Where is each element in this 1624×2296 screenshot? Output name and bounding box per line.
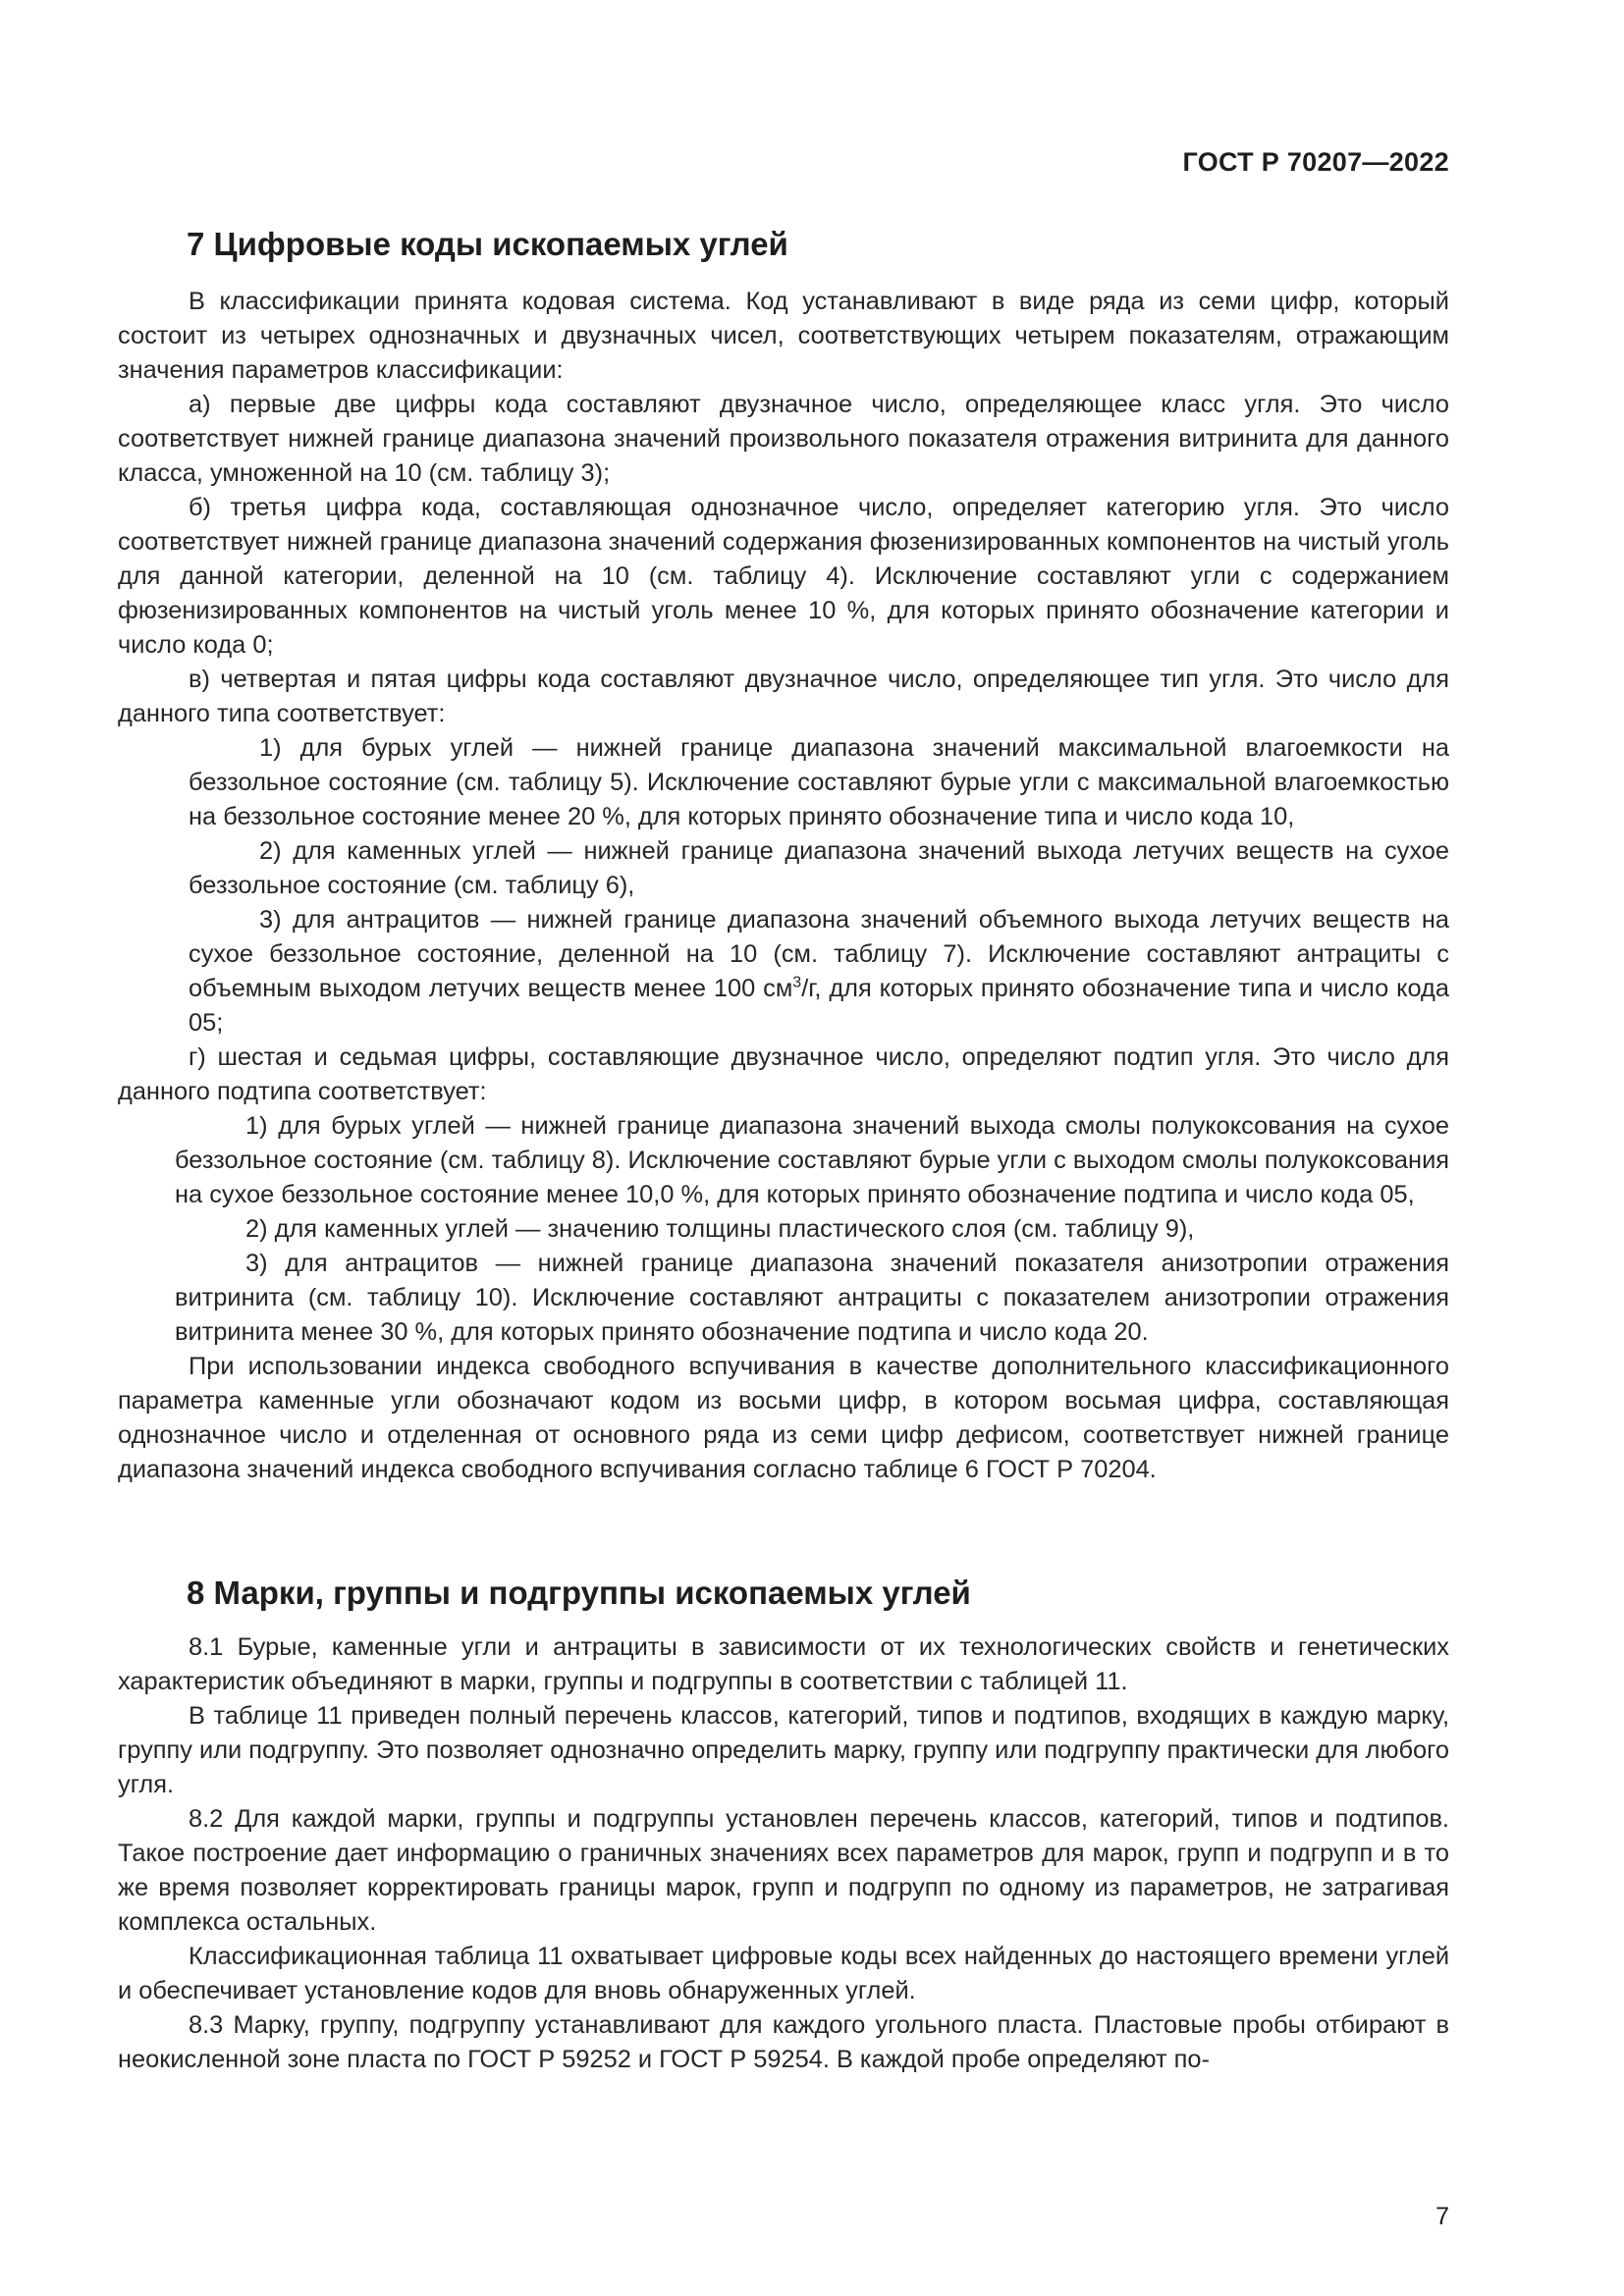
paragraph: В классификации принята кодовая система. Код устанавливают в виде ряда из семи цифр, который состоит из четырех однозначных и двузначных чисел, соответствующих четырем показателям, отражающим значения параметров классификации: — [118, 288, 1449, 384]
sub-item-g1: 1) для бурых углей — нижней границе диапазона значений выхода смолы полукоксования на сухое беззольное состояние (см. таблицу 8). Исключение составляют бурые угли с выходом смолы полукоксования на сухое беззольное состояние менее 10,0 %, для которых принято обозначение подтипа и число кода 05, — [175, 1112, 1449, 1208]
sub-item-g3: 3) для антрацитов — нижней границе диапазона значений показателя анизотропии отражения витринита (см. таблицу 10). Исключение составляют антрациты с показателем анизотропии отражения витринита менее 30 %, для которых принято обозначение подтипа и число кода 20. — [175, 1250, 1449, 1346]
sub-item-v3-text-end: /г, для которых принято обозначение типа и число кода 05; — [189, 975, 1449, 1037]
paragraph-8-3: 8.3 Марку, группу, подгруппу устанавливают для каждого угольного пласта. Пластовые пробы отбирают в неокисленной зоне пласта по ГОСТ Р 59252 и ГОСТ Р 59254. В каждой пробе определяют по- — [118, 2011, 1449, 2073]
list-item-g: г) шестая и седьмая цифры, составляющие двузначное число, определяют подтип угля. Это число для данного подтипа соответствует: — [118, 1043, 1449, 1105]
page-number: 7 — [1435, 2203, 1449, 2230]
list-item-a: а) первые две цифры кода составляют двузначное число, определяющее класс угля. Это число соответствует нижней границе диапазона значений произвольного показателя отражения витринита для данного класса, умноженной на 10 (см. таблицу 3); — [118, 391, 1449, 487]
paragraph: В таблице 11 приведен полный перечень классов, категорий, типов и подтипов, входящих в каждую марку, группу или подгруппу. Это позволяет однозначно определить марку, группу или подгруппу практически для любого угля. — [118, 1702, 1449, 1798]
sub-item-v1: 1) для бурых углей — нижней границе диапазона значений максимальной влагоемкости на беззольное состояние (см. таблицу 5). Исключение составляют бурые угли с максимальной влагоемкостью на беззольное состояние менее 20 %, для которых принято обозначение типа и число кода 10, — [189, 734, 1449, 830]
paragraph-8-1: 8.1 Бурые, каменные угли и антрациты в зависимости от их технологических свойств и генетических характеристик объединяют в марки, группы и подгруппы в соответствии с таблицей 11. — [118, 1633, 1449, 1695]
section-7-title: 7 Цифровые коды ископаемых углей — [187, 226, 788, 262]
superscript: 3 — [792, 974, 802, 991]
paragraph-8-2: 8.2 Для каждой марки, группы и подгруппы установлен перечень классов, категорий, типов и подтипов. Такое построение дает информацию о граничных значениях всех параметров для марок, групп и подгрупп и в то же время позволяет корректировать границы марок, групп и подгрупп по одному из параметров, не затрагивая комплекса остальных. — [118, 1805, 1449, 1936]
sub-item-v3 — [118, 903, 1449, 1041]
sub-item-v3-text: 3) для антрацитов — нижней границе диапазона значений объемного выхода летучих веществ на сухое беззольное состояние, деленной на 10 (см. таблицу 7). Исключение составляют антрациты с объемным выходом летучих веществ менее 100 см — [189, 906, 1449, 1002]
list-item-b: б) третья цифра кода, составляющая однозначное число, определяет категорию угля. Это число соответствует нижней границе диапазона значений содержания фюзенизированных компонентов на чистый уголь для данной категории, деленной на 10 (см. таблицу 4). Исключение составляют угли с содержанием фюзенизированных компонентов на чистый уголь менее 10 %, для которых принято обозначение категории и число кода 0; — [118, 494, 1449, 659]
paragraph: При использовании индекса свободного вспучивания в качестве дополнительного классификационного параметра каменные угли обозначают кодом из восьми цифр, в котором восьмая цифра, составляющая однозначное число и отделенная от основного ряда из семи цифр дефисом, соответствует нижней границе диапазона значений индекса свободного вспучивания согласно таблице 6 ГОСТ Р 70204. — [118, 1353, 1449, 1483]
sub-item-v2: 2) для каменных углей — нижней границе диапазона значений выхода летучих веществ на сухое беззольное состояние (см. таблицу 6), — [189, 837, 1449, 899]
section-7-body — [118, 285, 1449, 1487]
document-page — [118, 0, 1449, 2296]
document-header-id: ГОСТ Р 70207—2022 — [1182, 147, 1449, 177]
section-8-body — [118, 1630, 1449, 2077]
section-8-title: 8 Марки, группы и подгруппы ископаемых углей — [187, 1575, 971, 1611]
list-item-v: в) четвертая и пятая цифры кода составляют двузначное число, определяющее тип угля. Это число для данного типа соответствует: — [118, 666, 1449, 727]
paragraph: Классификационная таблица 11 охватывает цифровые коды всех найденных до настоящего времени углей и обеспечивает установление кодов для вновь обнаруженных углей. — [118, 1943, 1449, 2004]
sub-item-g2: 2) для каменных углей — значению толщины пластического слоя (см. таблицу 9), — [245, 1215, 1195, 1243]
